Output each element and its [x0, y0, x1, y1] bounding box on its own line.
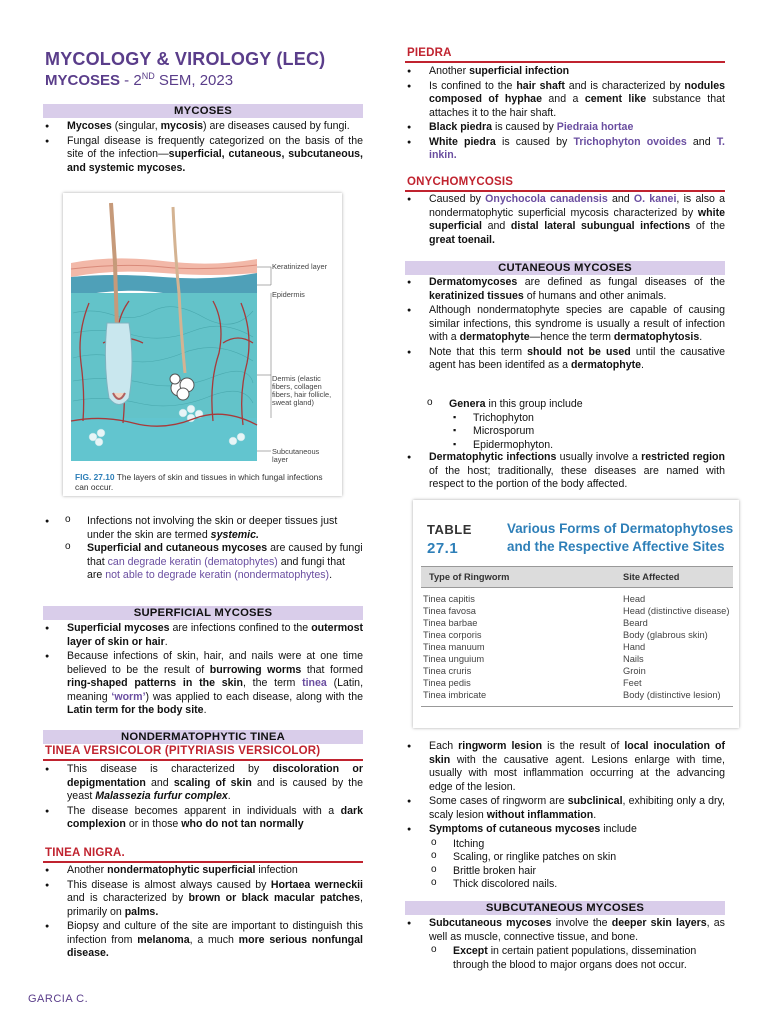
dermatophytoses-table	[413, 500, 739, 728]
table-row: Tinea corporis Body (glabrous skin)	[423, 630, 708, 640]
list-item: ● Black piedra is caused by Piedraia hortae	[405, 121, 725, 135]
tinea-versicolor-list	[43, 763, 363, 833]
cutaneous-list	[405, 276, 725, 374]
list-item: ● Caused by Onychocola canadensis and O. kanei, is also a nondermatophytic superficial mycosis characterized by white superficial and distal lateral subungual infections of the great toenail.	[405, 193, 725, 247]
section-heading-subcutaneous: SUBCUTANEOUS MYCOSES	[405, 901, 725, 915]
figure-caption: FIG. 27.10 The layers of skin and tissues in which fungal infections can occur.	[75, 472, 323, 492]
symptom-item: o Brittle broken hair	[429, 865, 725, 879]
skin-layers-figure	[63, 193, 342, 496]
list-item: ● Although nondermatophyte species are capable of causing similar infections, this syndrome is usually a result of infection with a dermatophyte—hence the term dermatophytosis.	[405, 304, 725, 345]
list-item	[43, 515, 363, 583]
label-keratinized: Keratinized layer	[272, 262, 328, 271]
list-item: ● This disease is almost always caused by Hortaea werneckii and is characterized by brown or black macular patches, primarily on palms.	[43, 879, 363, 920]
list-item: ● This disease is characterized by discoloration or depigmentation and scaling of skin and is caused by the yeast Malassezia furfur complex.	[43, 763, 363, 804]
table-bottom-rule	[421, 706, 733, 707]
tinea-nigra-list	[43, 864, 363, 962]
sublist-item: o ● Infections not involving the skin or deeper tissues just under the skin are termed systemic.	[63, 515, 363, 542]
footer-author: GARCIA C.	[28, 993, 89, 1005]
piedra-list	[405, 65, 725, 164]
table-title: Various Forms of Dermatophytoses and the Respective Affective Sites	[507, 521, 734, 554]
list-item: ● Some cases of ringworm are subclinical, exhibiting only a dry, scaly lesion without inflammation.	[405, 795, 725, 822]
list-item: ● Another nondermatophytic superficial infection	[43, 864, 363, 878]
table-caption	[427, 522, 737, 558]
table-row: Tinea manuum Hand	[423, 642, 646, 652]
superficial-list	[43, 622, 363, 719]
section-heading-nondermatophytic: NONDERMATOPHYTIC TINEA	[43, 730, 363, 744]
table-row: Tinea capitis Head	[423, 594, 646, 604]
table-number: 27.1	[427, 539, 459, 557]
subheading-tinea-versicolor: TINEA VERSICOLOR (PITYRIASIS VERSICOLOR)	[45, 745, 321, 757]
subcutaneous-sublist	[429, 945, 725, 972]
table-label: TABLE	[427, 522, 472, 537]
table-row: Tinea unguium Nails	[423, 654, 644, 664]
genus-item: ▪ Epidermophyton.	[449, 439, 725, 453]
subcutaneous-list	[405, 917, 725, 973]
list-item: ● Another superficial infection	[405, 65, 725, 79]
heading-piedra: PIEDRA	[407, 47, 452, 59]
ringworm-list	[405, 740, 725, 893]
list-item: ● Superficial mycoses are infections confined to the outermost layer of skin or hair.	[43, 622, 363, 649]
symptom-item: o Itching	[429, 838, 725, 852]
list-item: ● Biopsy and culture of the site are important to distinguish this infection from melanoma, a much more serious nonfungal disease.	[43, 920, 363, 961]
cutaneous-list-2	[405, 451, 725, 493]
sublist	[63, 515, 363, 583]
table-header	[421, 566, 733, 588]
list-item: ● Symptoms of cutaneous mycoses include o Itching o Scaling, or ringlike patches on skin o Brittle broken hair o Thick discolored nails.	[405, 823, 725, 892]
section-heading-superficial: SUPERFICIAL MYCOSES	[43, 606, 363, 620]
list-item: ● Fungal disease is frequently categorized on the basis of the site of the infection—superficial, cutaneous, subcutaneous, and systemic mycoses.	[43, 135, 363, 176]
sublist-item: o Genera in this group include ▪ Trichophyton ▪ Microsporum ▪ Epidermophyton.	[425, 398, 725, 452]
column-header: Site Affected	[623, 572, 680, 582]
list-item: ● Is confined to the hair shaft and is characterized by nodules composed of hyphae and a cement like substance that attaches it to the hair shaft.	[405, 80, 725, 121]
skin-layers-illustration	[63, 193, 342, 468]
table-row: Tinea favosa Head (distinctive disease)	[423, 606, 730, 616]
list-item: ● Because infections of skin, hair, and nails were at one time believed to be the result of burrowing worms that formed ring-shaped patterns in the skin, the term tinea (Latin, meaning ‘worm’) was applied to each disease, along with the Latin term for the body site.	[43, 650, 363, 718]
list-item: ● Dermatophytic infections usually involve a restricted region of the host; traditionally, these diseases are named with respect to the portion of the body affected.	[405, 451, 725, 492]
divider	[405, 61, 725, 63]
table-row: Tinea imbricate Body (distinctive lesion)	[423, 690, 721, 700]
list-item: ● The disease becomes apparent in individuals with a dark complexion or in those who do not tan normally	[43, 805, 363, 832]
page-subtitle: MYCOSES - 2ND SEM, 2023	[45, 71, 234, 89]
column-header: Type of Ringworm	[429, 572, 510, 582]
list-item: ● Subcutaneous mycoses involve the deeper skin layers, as well as muscle, connective tissue, and bone. o Except in certain patient populations, dissemination through the blood to major organs does not occur.	[405, 917, 725, 972]
label-subcutaneous: Subcutaneous layer	[272, 447, 320, 465]
mycoses-list	[43, 120, 363, 176]
figure-notes-list	[43, 514, 363, 583]
genera-sublist	[425, 398, 725, 452]
list-item: ● Note that this term should not be used until the causative agent has been identifed as a dermatophyte.	[405, 346, 725, 373]
table-row: Tinea cruris Groin	[423, 666, 646, 676]
page-title: MYCOLOGY & VIROLOGY (LEC)	[45, 49, 326, 69]
symptom-item: o Thick discolored nails.	[429, 878, 725, 892]
label-dermis: Dermis (elastic fibers, collagen fibers, hair follicle, sweat gland)	[272, 374, 332, 408]
list-item: ● Each ringworm lesion is the result of local inoculation of skin with the causative agent. Lesions enlarge with time, usually with most inflammation occurring at the advancing edge of the lesion.	[405, 740, 725, 794]
divider	[405, 190, 725, 192]
subheading-tinea-nigra: TINEA NIGRA.	[45, 847, 125, 859]
sublist-item: o Superficial and cutaneous mycoses are caused by fungi that can degrade keratin (dematophytes) and fungi that are not able to degrade keratin (nondermatophytes).	[63, 542, 363, 583]
list-item: ● White piedra is caused by Trichophyton ovoides and T. inkin.	[405, 136, 725, 163]
table-row: Tinea barbae Beard	[423, 618, 648, 628]
genera-list	[449, 412, 725, 453]
sublist-item: o Except in certain patient populations, dissemination through the blood to major organs does not occur.	[429, 945, 725, 972]
table-row: Tinea pedis Feet	[423, 678, 642, 688]
symptom-item: o Scaling, or ringlike patches on skin	[429, 851, 725, 865]
section-heading-cutaneous: CUTANEOUS MYCOSES	[405, 261, 725, 275]
onychomycosis-list	[405, 193, 725, 248]
genus-item: ▪ Microsporum	[449, 425, 725, 439]
divider	[43, 861, 363, 863]
list-item: ● Dermatomycoses are defined as fungal diseases of the keratinized tissues of humans and other animals.	[405, 276, 725, 303]
genus-item: ▪ Trichophyton	[449, 412, 725, 426]
heading-onychomycosis: ONYCHOMYCOSIS	[407, 176, 514, 188]
divider	[43, 759, 363, 761]
list-item: ● Mycoses (singular, mycosis) are diseases caused by fungi.	[43, 120, 363, 134]
section-heading-mycoses: MYCOSES	[43, 104, 363, 118]
symptoms-sublist	[429, 838, 725, 892]
label-epidermis: Epidermis	[272, 290, 305, 299]
